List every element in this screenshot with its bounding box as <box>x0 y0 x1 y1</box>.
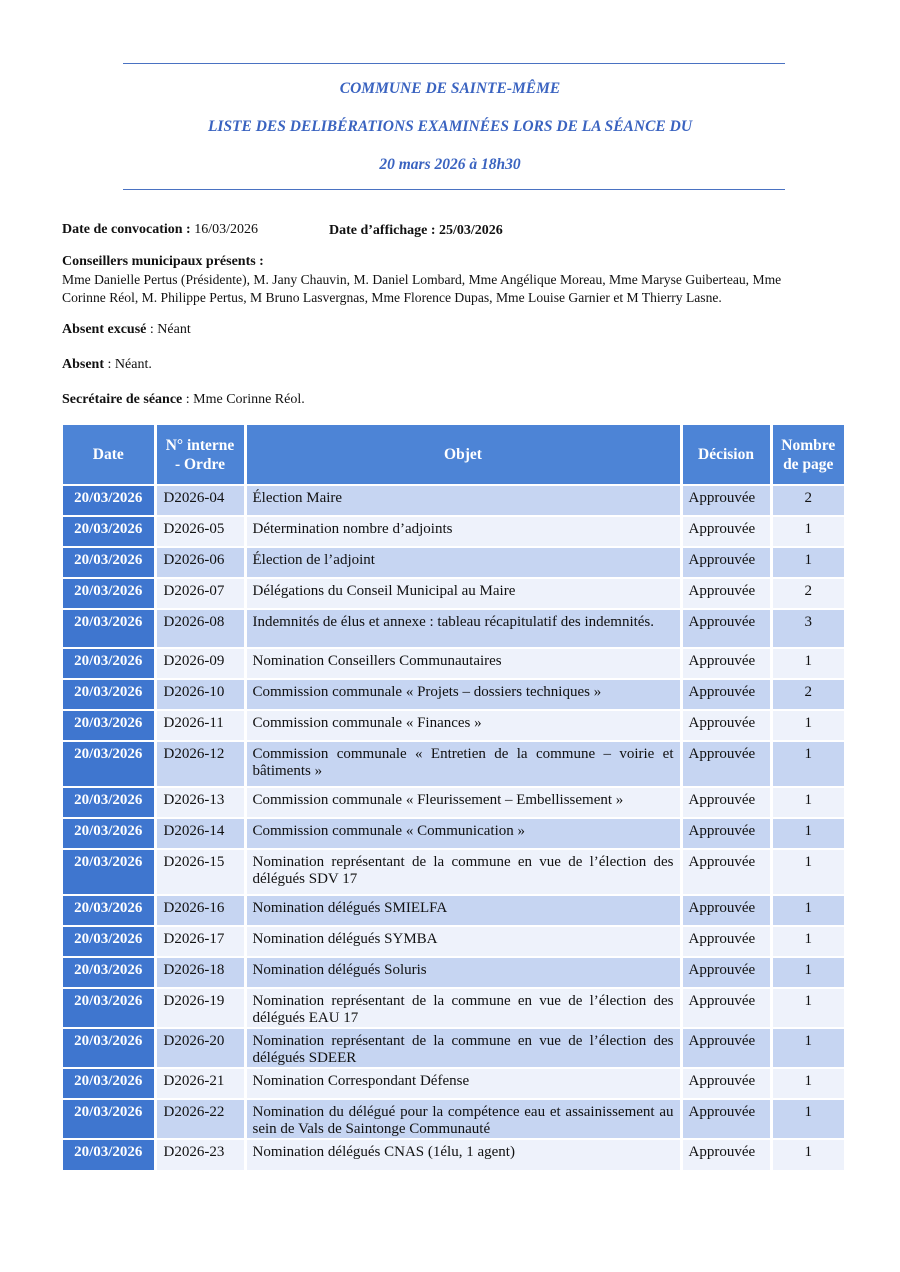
table-row <box>63 1028 844 1068</box>
cell-date: 20/03/2026 <box>63 648 155 679</box>
cell-decision: Approuvée <box>681 516 771 547</box>
header-pages <box>771 425 844 485</box>
header-pages-line-1: Nombre <box>781 436 836 454</box>
cell-pages: 1 <box>771 741 844 787</box>
cell-objet: Nomination représentant de la commune en vue de l’élection des délégués EAU 17 <box>245 988 681 1028</box>
cell-decision: Approuvée <box>681 926 771 957</box>
cell-decision: Approuvée <box>681 710 771 741</box>
cell-pages: 1 <box>771 988 844 1028</box>
table-row <box>63 710 844 741</box>
table-row <box>63 787 844 818</box>
cell-decision: Approuvée <box>681 818 771 849</box>
cell-objet: Élection Maire <box>245 485 681 516</box>
cell-num: D2026-18 <box>155 957 245 988</box>
table-row <box>63 609 844 648</box>
header-objet: Objet <box>245 425 681 485</box>
cell-date: 20/03/2026 <box>63 1028 155 1068</box>
table-row <box>63 988 844 1028</box>
secretaire-label: Secrétaire de séance <box>62 392 183 407</box>
table-row <box>63 547 844 578</box>
cell-pages: 3 <box>771 609 844 648</box>
cell-objet: Commission communale « Finances » <box>245 710 681 741</box>
cell-pages: 2 <box>771 679 844 710</box>
cell-pages: 2 <box>771 485 844 516</box>
absent-excuse-value: : Néant <box>146 322 191 337</box>
cell-date: 20/03/2026 <box>63 849 155 895</box>
table-row <box>63 679 844 710</box>
cell-decision: Approuvée <box>681 988 771 1028</box>
affichage-date <box>329 222 503 239</box>
cell-decision: Approuvée <box>681 485 771 516</box>
cell-pages: 1 <box>771 1028 844 1068</box>
cell-pages: 1 <box>771 1099 844 1139</box>
table-row <box>63 578 844 609</box>
cell-date: 20/03/2026 <box>63 516 155 547</box>
cell-pages: 2 <box>771 578 844 609</box>
cell-num: D2026-10 <box>155 679 245 710</box>
table-row <box>63 1099 844 1139</box>
cell-num: D2026-20 <box>155 1028 245 1068</box>
conseillers-heading <box>62 253 264 270</box>
document-title: LISTE DES DELIBÉRATIONS EXAMINÉES LORS DE LA SÉANCE DU <box>207 118 693 135</box>
cell-objet: Nomination du délégué pour la compétence eau et assainissement au sein de Vals de Saintonge Communauté <box>245 1099 681 1139</box>
absent-excuse <box>62 321 191 338</box>
cell-decision: Approuvée <box>681 1139 771 1170</box>
header-decision: Décision <box>681 425 771 485</box>
cell-objet: Nomination délégués SMIELFA <box>245 895 681 926</box>
conseillers-label: Conseillers municipaux présents : <box>62 254 264 269</box>
cell-num: D2026-06 <box>155 547 245 578</box>
cell-date: 20/03/2026 <box>63 787 155 818</box>
header-rule-top <box>123 63 785 64</box>
header-rule-bottom <box>123 189 785 190</box>
secretaire-value: : Mme Corinne Réol. <box>182 392 305 407</box>
table-row <box>63 849 844 895</box>
absent-label: Absent <box>62 357 105 372</box>
absent-excuse-label: Absent excusé <box>62 322 147 337</box>
cell-num: D2026-07 <box>155 578 245 609</box>
cell-decision: Approuvée <box>681 895 771 926</box>
cell-num: D2026-04 <box>155 485 245 516</box>
cell-objet: Nomination délégués SYMBA <box>245 926 681 957</box>
cell-decision: Approuvée <box>681 1028 771 1068</box>
cell-objet: Commission communale « Projets – dossiers techniques » <box>245 679 681 710</box>
cell-pages: 1 <box>771 818 844 849</box>
cell-num: D2026-21 <box>155 1068 245 1099</box>
cell-objet: Commission communale « Fleurissement – Embellissement » <box>245 787 681 818</box>
cell-date: 20/03/2026 <box>63 710 155 741</box>
cell-objet: Nomination Correspondant Défense <box>245 1068 681 1099</box>
header-pages-line-2: de page <box>783 455 834 473</box>
cell-objet: Délégations du Conseil Municipal au Maire <box>245 578 681 609</box>
cell-objet: Nomination représentant de la commune en vue de l’élection des délégués SDEER <box>245 1028 681 1068</box>
affichage-label: Date d’affichage : 25/03/2026 <box>329 223 503 238</box>
cell-num: D2026-16 <box>155 895 245 926</box>
table-row <box>63 1139 844 1170</box>
cell-pages: 1 <box>771 926 844 957</box>
cell-decision: Approuvée <box>681 547 771 578</box>
header-num-line-2: - Ordre <box>174 455 226 473</box>
header-date: Date <box>63 425 155 485</box>
cell-num: D2026-22 <box>155 1099 245 1139</box>
convocation-date <box>62 221 258 238</box>
cell-decision: Approuvée <box>681 578 771 609</box>
cell-num: D2026-05 <box>155 516 245 547</box>
table-row <box>63 1068 844 1099</box>
cell-date: 20/03/2026 <box>63 926 155 957</box>
cell-pages: 1 <box>771 957 844 988</box>
cell-pages: 1 <box>771 849 844 895</box>
table-row <box>63 818 844 849</box>
deliberations-table <box>63 425 844 1170</box>
cell-date: 20/03/2026 <box>63 547 155 578</box>
cell-num: D2026-19 <box>155 988 245 1028</box>
table-row <box>63 741 844 787</box>
cell-pages: 1 <box>771 895 844 926</box>
cell-num: D2026-11 <box>155 710 245 741</box>
cell-date: 20/03/2026 <box>63 578 155 609</box>
cell-pages: 1 <box>771 787 844 818</box>
secretaire <box>62 391 305 408</box>
commune-title: COMMUNE DE SAINTE-MÊME <box>339 80 561 97</box>
table-row <box>63 957 844 988</box>
conseillers-list-line-1: Mme Danielle Pertus (Présidente), M. Jany Chauvin, M. Daniel Lombard, Mme Angélique Moreau, Mme Maryse Guiberteau, Mme <box>62 272 782 287</box>
cell-decision: Approuvée <box>681 787 771 818</box>
table-row <box>63 926 844 957</box>
cell-decision: Approuvée <box>681 957 771 988</box>
cell-date: 20/03/2026 <box>63 679 155 710</box>
cell-objet: Nomination Conseillers Communautaires <box>245 648 681 679</box>
cell-pages: 1 <box>771 1139 844 1170</box>
cell-decision: Approuvée <box>681 1068 771 1099</box>
cell-decision: Approuvée <box>681 648 771 679</box>
cell-objet: Commission communale « Communication » <box>245 818 681 849</box>
cell-date: 20/03/2026 <box>63 818 155 849</box>
cell-num: D2026-13 <box>155 787 245 818</box>
cell-pages: 1 <box>771 710 844 741</box>
cell-decision: Approuvée <box>681 849 771 895</box>
cell-date: 20/03/2026 <box>63 988 155 1028</box>
cell-pages: 1 <box>771 516 844 547</box>
cell-pages: 1 <box>771 547 844 578</box>
cell-decision: Approuvée <box>681 741 771 787</box>
table-row <box>63 485 844 516</box>
cell-objet: Nomination délégués Soluris <box>245 957 681 988</box>
cell-pages: 1 <box>771 648 844 679</box>
cell-pages: 1 <box>771 1068 844 1099</box>
cell-num: D2026-14 <box>155 818 245 849</box>
absent-value: : Néant. <box>104 357 152 372</box>
cell-objet: Nomination représentant de la commune en vue de l’élection des délégués SDV 17 <box>245 849 681 895</box>
cell-num: D2026-23 <box>155 1139 245 1170</box>
cell-objet: Indemnités de élus et annexe : tableau récapitulatif des indemnités. <box>245 609 681 648</box>
cell-num: D2026-12 <box>155 741 245 787</box>
conseillers-list-line-2: Corinne Réol, M. Philippe Pertus, M Bruno Lasvergnas, Mme Florence Dupas, Mme Louise Garnier et M Thierry Lasne. <box>62 290 722 305</box>
cell-objet: Élection de l’adjoint <box>245 547 681 578</box>
cell-decision: Approuvée <box>681 1099 771 1139</box>
convocation-label: Date de convocation : <box>62 222 191 237</box>
cell-objet: Commission communale « Entretien de la commune – voirie et bâtiments » <box>245 741 681 787</box>
cell-date: 20/03/2026 <box>63 895 155 926</box>
absent <box>62 356 152 373</box>
cell-date: 20/03/2026 <box>63 1139 155 1170</box>
table-row <box>63 516 844 547</box>
session-date: 20 mars 2026 à 18h30 <box>379 156 521 173</box>
cell-num: D2026-15 <box>155 849 245 895</box>
cell-date: 20/03/2026 <box>63 741 155 787</box>
cell-num: D2026-17 <box>155 926 245 957</box>
convocation-value: 16/03/2026 <box>194 222 258 237</box>
header-num <box>155 425 245 485</box>
cell-decision: Approuvée <box>681 679 771 710</box>
header-num-line-1: N° interne <box>165 436 235 454</box>
cell-date: 20/03/2026 <box>63 957 155 988</box>
table-header-row <box>63 425 844 485</box>
cell-decision: Approuvée <box>681 609 771 648</box>
cell-objet: Nomination délégués CNAS (1élu, 1 agent) <box>245 1139 681 1170</box>
cell-date: 20/03/2026 <box>63 1099 155 1139</box>
cell-num: D2026-09 <box>155 648 245 679</box>
table-row <box>63 895 844 926</box>
cell-num: D2026-08 <box>155 609 245 648</box>
cell-date: 20/03/2026 <box>63 609 155 648</box>
cell-objet: Détermination nombre d’adjoints <box>245 516 681 547</box>
table-row <box>63 648 844 679</box>
cell-date: 20/03/2026 <box>63 485 155 516</box>
cell-date: 20/03/2026 <box>63 1068 155 1099</box>
